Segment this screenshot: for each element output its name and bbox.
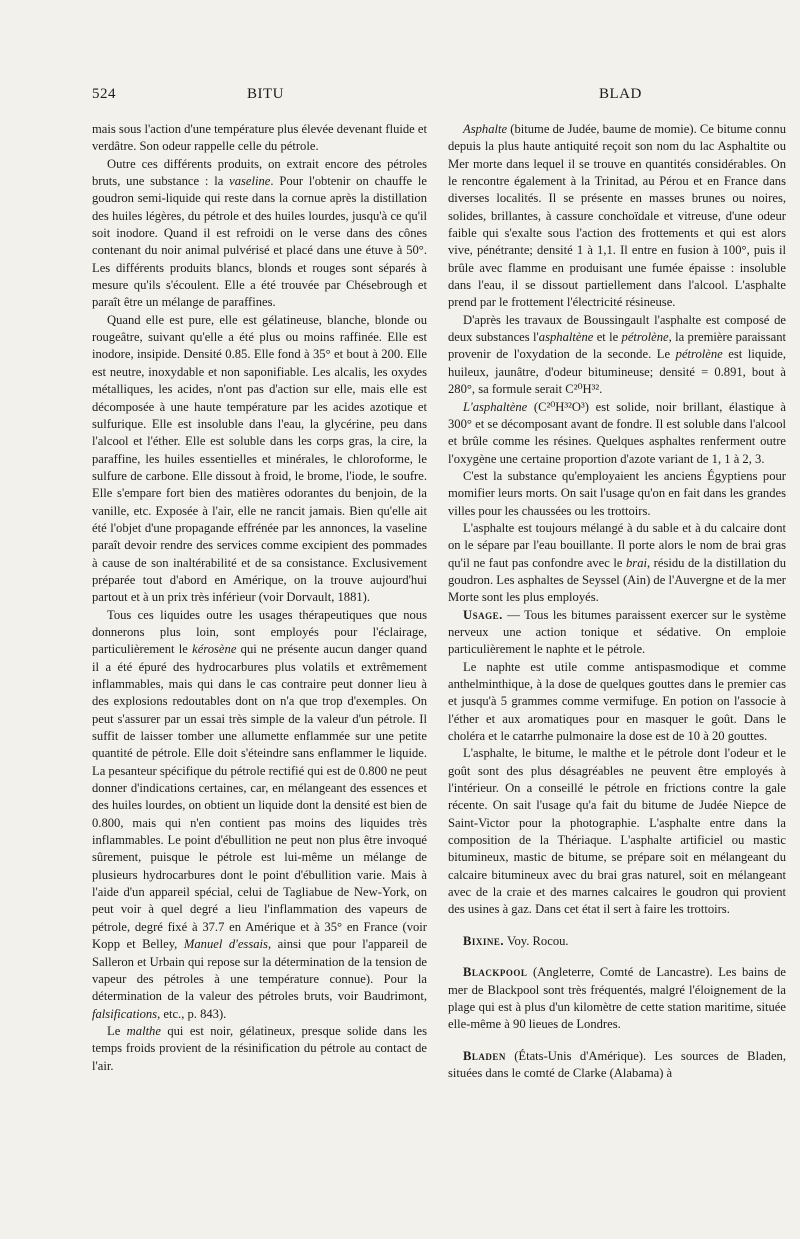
dictionary-entry: Blackpool (Angleterre, Comté de Lancastre). Les bains de mer de Blackpool sont très fréquentés, malgré l'éloignement de la plage qui est à plus d'un kilomètre de cette station maritime, située elle-même à 90 lieues de Londres. <box>448 965 786 1032</box>
running-head-left: BITU <box>247 86 284 102</box>
paragraph: L'asphaltène (C²⁰H³²O³) est solide, noir brillant, élastique à 300° et se décomposant avant de fondre. Il est soluble dans l'alcool et brûle comme les résines. Quelques asphaltes renferment outre l'oxygène une certaine proportion d'azote variant de 1, 1 à 2, 3. <box>448 399 786 466</box>
paragraph: L'asphalte est toujours mélangé à du sable et à du calcaire dont on le sépare par l'eau bouillante. Il porte alors le nom de brai gras qu'il ne faut pas confondre avec le brai, résidu de la distillation du goudron. Les asphaltes de Seyssel (Ain) de l'Auvergne et de la mer Morte sont les plus employés. <box>448 520 786 605</box>
paragraph: Le naphte est utile comme antispasmodique et comme anthelminthique, à la dose de quelques gouttes dans le premier cas et jusqu'à 5 grammes comme vermifuge. En potion on l'associe à l'éther et aux aromatiques pour en masquer le goût. Dans le choléra et le catarrhe pulmonaire la dose est de 10 à 20 gouttes. <box>448 659 786 744</box>
paragraph: mais sous l'action d'une température plus élevée devenant fluide et verdâtre. Son odeur rappelle celle du pétrole. <box>92 122 428 154</box>
paragraph: Outre ces différents produits, on extrait encore des pétroles bruts, une substance : la vaseline. Pour l'obtenir on chauffe le goudron semi-liquide qui reste dans la cornue après la distillation des huiles légères, du pétrole et des huiles lourdes, jusqu'à ce qu'il soit inodore. Quand il est refroidi on le verse dans des cônes contenant du noir animal pulvérisé et placé dans une étuve à 50°. Les différents produits blancs, blonds et rouges sont séparés à mesure qu'ils s'écoulent. Elle a été trouvée par Chésebrough et paraît être un mélange de paraffines. <box>92 156 427 310</box>
paragraph: L'asphalte, le bitume, le malthe et le pétrole dont l'odeur et le goût sont des plus désagréables ne peuvent être employés à l'intérieur. On a conseillé le pétrole en frictions contre la gale récente. On sait l'usage qu'a fait du bitume de Judée Niepce de Saint-Victor pour la photographie. L'asphalte entre dans la composition de la Thériaque. L'asphalte artificiel ou mastic bitumineux, mastic de bitume, se prépare soit en mélangeant du calcaire bitumineux avec du brai gras naturel, soit en mélangeant avec de la craie et des marnes calcaires le goudron qui provient des usines à gaz. Dans cet état il sert à faire les trottoirs. <box>448 746 786 917</box>
paragraph: Tous ces liquides outre les usages thérapeutiques que nous donnerons plus loin, sont employés pour l'éclairage, particulièrement le kérosène qui ne présente aucun danger quand il a été épuré des hydrocarbures plus volatils et extrêmement inflammables, mais qui dans le cas contraire peut donner lieu à des explosions redoutables dont on n'a que trop d'exemples. On peut s'assurer par un essai très simple de la valeur d'un pétrole. Il suffit de laisser tomber une allumette enflammée sur une petite quantité de pétrole. Elle doit s'éteindre sans enflammer le liquide. La pesanteur spécifique du pétrole rectifié qui est de 0.800 ne peut donner d'indications certaines, car, en mélangeant des essences et des huiles lourdes, on obtient un liquide dont la densité est bien de 0.800, mais qui n'en contient pas moins des liquides très inflammables. Le point d'ébullition ne peut non plus être invoqué sûrement, puisque le pétrole est lui-même un mélange de plusieurs hydrocarbures dont le point d'ébullition varie. Mais à l'aide d'un appareil spécial, celui de Tagliabue de New-York, on peut voir à quel degré a lieu l'inflammation des vapeurs de pétrole, degré fixé à 37.7 en Amérique et à 35° en France (voir Kopp et Belley, Manuel d'essais, ainsi que pour l'appareil de Salleron et Urbain qui repose sur la détermination de la tension de vapeur des pétroles à une température connue). Pour la détermination de la valeur des pétroles bruts, voir Baudrimont, falsifications, etc., p. 843). <box>92 607 428 1021</box>
term: brai <box>626 555 647 570</box>
term: L'asphaltène <box>463 399 528 414</box>
dictionary-entry: Bixine. Voy. Rocou. <box>463 933 569 948</box>
page-header <box>92 86 782 110</box>
entry-headword: Bixine. <box>463 933 505 948</box>
paragraph: Le malthe qui est noir, gélatineux, presque solide dans les temps froids provient de la résinification du pétrole au contact de l'air. <box>92 1023 427 1073</box>
paragraph: Usage. — Tous les bitumes paraissent exercer sur le système nerveux une action tonique et sédative. On emploie particulièrement le naphte et le pétrole. <box>448 607 786 657</box>
term: kérosène <box>192 642 237 657</box>
paragraph: D'après les travaux de Boussingault l'asphalte est composé de deux substances l'asphaltène et le pétrolène, la première paraissant provenir de l'oxydation de la seconde. Le pétrolène est liquide, huileux, jaunâtre, d'odeur bitumineuse; densité = 0.891, bout à 280°, sa formule serait C²⁰H³². <box>448 312 786 397</box>
paragraph: Asphalte (bitume de Judée, baume de momie). Ce bitume connu depuis la plus haute antiquité reçoit son nom du lac Asphaltite ou Mer morte dans lequel il se trouve en quantités considérables. On le rencontre également à la Trinitad, au Pérou et en France dans diverses localités. Il se présente en masses brunes ou noires, solides, brillantes, à cassure conchoïdale et vitreuse, d'une odeur faible qui s'exalte sous l'action des frottements et qui est alors vive, pénétrante; densité 1 à 1,1. Il entre en fusion à 100°, puis il brûle avec flamme en produisant une fumée épaisse : insoluble dans l'eau, il se dissout partiellement dans l'alcool. L'asphalte prend par le frottement l'électricité résineuse. <box>448 122 786 310</box>
page-number: 524 <box>92 86 116 102</box>
term: vaseline <box>229 174 271 189</box>
paragraph: Quand elle est pure, elle est gélatineuse, blanche, blonde ou rougeâtre, suivant qu'elle a été plus ou moins raffinée. Elle est inodore, insipide. Densité 0.85. Elle fond à 35° et bout à 200. Elle est neutre, inoxydable et non saponifiable. Les alcalis, les oxydes métalliques, les acides, n'ont pas d'action sur elle, mais elle est décomposée à une haute température par les acides azotique et sulfurique. Elle est insoluble dans l'eau, la glycérine, peu dans l'alcool et l'éther. Elle est soluble dans les corps gras, la cire, la paraffine, les huiles essentielles et minérales, le chloroforme, le sulfure de carbone. Elle dissout à froid, le brome, l'iode, le soufre. Elle s'empare fort bien des matières odorantes du benjoin, de la vanille, etc. Exposée à l'air, elle ne rancit jamais. Bien qu'elle ait été l'objet d'une propagande effrénée par les annonces, la vaseline paraît devoir rendre des services comme excipient des pommades à cause de son inaltérabilité et de sa consistance. Exclusivement préparée tout d'abord en Amérique, on la trouve aujourd'hui partout et à un prix très inférieur (voir Dorvault, 1881). <box>92 312 427 605</box>
term: pétrolène <box>675 347 723 362</box>
term: pétrolène <box>621 330 669 345</box>
dictionary-entry: Bladen (États-Unis d'Amérique). Les sources de Bladen, situées dans le comté de Clarke (Alabama) à <box>448 1048 786 1080</box>
entry-headword: Blackpool <box>463 965 528 980</box>
right-column <box>448 121 786 1082</box>
left-column <box>92 121 427 1075</box>
section-heading: Usage. <box>463 607 503 622</box>
entry-headword: Bladen <box>463 1048 506 1063</box>
book-title: Manuel d'essais <box>183 937 268 952</box>
term: asphaltène <box>538 330 594 345</box>
term: Asphalte <box>463 122 508 136</box>
book-title: falsifications <box>92 1006 158 1021</box>
paragraph: C'est la substance qu'employaient les anciens Égyptiens pour momifier leurs morts. On sait l'usage qu'on en fait dans les grandes villes pour les chaussées ou les trottoirs. <box>448 468 786 518</box>
running-head-right: BLAD <box>599 86 642 102</box>
term: malthe <box>126 1023 161 1038</box>
